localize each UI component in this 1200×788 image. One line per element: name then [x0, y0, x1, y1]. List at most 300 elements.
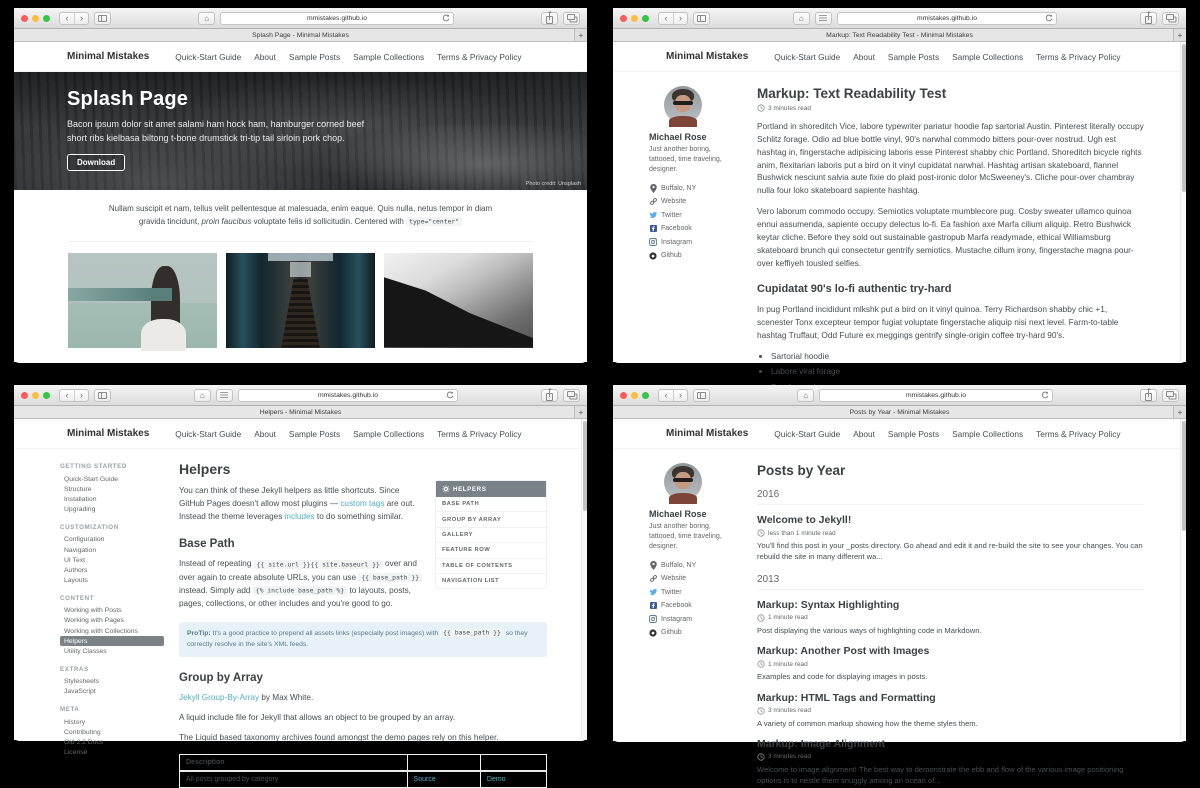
- tab-title[interactable]: Posts by Year - Minimal Mistakes: [849, 408, 950, 416]
- browser-toolbar: [14, 8, 587, 29]
- page-scrollbar[interactable]: [1180, 419, 1186, 740]
- feature-image-blindfold: [68, 253, 217, 348]
- demo-link[interactable]: Demo: [486, 776, 506, 783]
- traffic-lights: [620, 15, 649, 22]
- author-link-twitter[interactable]: [649, 211, 751, 219]
- nav-link-quick-start[interactable]: Quick-Start Guide: [175, 51, 242, 62]
- author-link-label: Facebook: [661, 602, 692, 610]
- sidebar-item-upgrading[interactable]: Upgrading: [64, 506, 96, 514]
- author-link-label: Github: [661, 252, 682, 260]
- author-link-label: Facebook: [661, 225, 692, 233]
- browser-window-helpers: [14, 385, 587, 783]
- new-tab-button[interactable]: +: [1173, 406, 1186, 418]
- sidebar-item-old-docs[interactable]: Old 2.2 Docs: [64, 738, 104, 746]
- sidebar-item-stylesheets[interactable]: Stylesheets: [64, 678, 100, 686]
- author-link-label: Instagram: [661, 615, 693, 623]
- address-bar[interactable]: [819, 389, 1053, 402]
- source-link[interactable]: Source: [413, 776, 436, 783]
- author-link-twitter[interactable]: [649, 588, 751, 596]
- toc-item-feature-row[interactable]: FEATURE ROW: [436, 543, 546, 558]
- forward-button[interactable]: ›: [673, 13, 687, 24]
- sidebar-item-working-with-posts[interactable]: Working with Posts: [64, 607, 122, 615]
- back-button[interactable]: ‹: [65, 389, 69, 400]
- scrollbar-thumb[interactable]: [1182, 44, 1186, 192]
- browser-toolbar: [613, 385, 1186, 406]
- location-pin-icon: [649, 561, 657, 569]
- paragraph: Vero laborum commodo occupy. Semiotics voluptate mumblecore pug. Cosby sweater ullamco quinoa ennui assumenda, sapiente occupy delectus lo-fi. Ea fashion axe Marfa cilium aliquip. Retro Bushwick keytar cliche. Before they sold out sustainable gastropub Marfa readymade, ethical Williamsburg skateboard brunch qui consectetur gentrify semiotics. Mustache cillum irony, fingerstache magna pour-over keffiyeh tousled selfies.: [757, 206, 1134, 268]
- tab-bar: [14, 29, 587, 42]
- facebook-icon: [649, 602, 657, 610]
- post-excerpt: Examples and code for displaying images in posts.: [757, 672, 928, 682]
- page-scrollbar[interactable]: [581, 419, 587, 739]
- page-title: Helpers: [179, 461, 231, 477]
- site-masthead: [14, 42, 587, 72]
- sidebar-item-structure[interactable]: Structure: [64, 485, 92, 493]
- list-item: • Labore viral forage: [771, 364, 1144, 379]
- post-title-link[interactable]: Markup: Syntax Highlighting: [757, 598, 900, 611]
- list-item: [757, 645, 1144, 682]
- nav-link-quick-start[interactable]: Quick-Start Guide: [175, 428, 242, 439]
- author-link-github[interactable]: [649, 629, 751, 637]
- table-header-empty: [407, 755, 480, 772]
- sidebar-item-authors[interactable]: Authors: [64, 566, 88, 574]
- refresh-icon[interactable]: [446, 391, 454, 400]
- nav-link-about[interactable]: About: [254, 51, 276, 62]
- twitter-icon: [649, 588, 657, 596]
- protip-notice: [179, 622, 547, 657]
- toc-item-base-path[interactable]: BASE PATH: [436, 497, 546, 512]
- article-body: [751, 86, 1144, 410]
- instagram-icon: [649, 238, 657, 246]
- browser-window-posts-by-year: [613, 385, 1186, 786]
- tab-bar: [613, 29, 1186, 42]
- sidebar-icon: [697, 15, 706, 22]
- gears-icon: [442, 485, 450, 493]
- nav-link-terms[interactable]: Terms & Privacy Policy: [437, 428, 522, 439]
- table-of-contents: [435, 480, 547, 589]
- history-nav: [658, 389, 688, 402]
- author-link-instagram[interactable]: [649, 615, 751, 623]
- tab-title[interactable]: Markup: Text Readability Test - Minimal Mistakes: [826, 31, 973, 39]
- read-time: 3 minutes read: [768, 707, 811, 715]
- photo-credit: Photo credit: Unsplash: [525, 181, 581, 187]
- figure-shape: [141, 319, 186, 351]
- nav-section-title: META: [60, 706, 80, 713]
- history-nav: [59, 389, 89, 402]
- browser-window-readability: [613, 8, 1186, 377]
- url-text: mmistakes.github.io: [916, 14, 978, 22]
- splash-excerpt: Bacon ipsum dolor sit amet salami ham hock ham, hamburger corned beef short ribs kielbasa biltong t-bone drumstick tri-tip tail sirloin pork chop.: [67, 119, 365, 143]
- forward-button[interactable]: ›: [673, 390, 687, 401]
- sidebar-item-quick-start[interactable]: Quick-Start Guide: [64, 475, 119, 483]
- avatar-shape: [673, 101, 693, 105]
- sidebar-item-helpers-active[interactable]: Helpers: [60, 636, 164, 646]
- sidebar-item-history[interactable]: History: [64, 718, 86, 726]
- site-brand[interactable]: Minimal Mistakes: [666, 51, 749, 62]
- sidebar-item-configuration[interactable]: Configuration: [64, 536, 105, 544]
- inline-code: {% include base_path %}: [253, 586, 348, 595]
- sidebar-toggle-button[interactable]: [693, 389, 710, 402]
- figure-shape: [384, 253, 533, 348]
- tab-bar: [14, 406, 587, 419]
- nav-link-quick-start[interactable]: Quick-Start Guide: [774, 51, 841, 62]
- figure-shape: [268, 253, 334, 262]
- clock-icon: [757, 753, 765, 761]
- minimize-icon[interactable]: [631, 15, 638, 22]
- author-link-facebook[interactable]: [649, 225, 751, 233]
- read-time: 1 minute read: [768, 660, 808, 668]
- browser-toolbar: [14, 385, 587, 406]
- list-item: • Sartorial hoodie: [771, 349, 1144, 364]
- paragraph: Portland in shoreditch Vice, labore typewriter pariatur hoodie fap sartorial Austin. Pinterest literally occupy Schlitz forage. Odio ad blue bottle vinyl, 90's narwhal commodo bitters pour-over nostrud. Ugh est hashtag in, fingerstache adipisicing laboris esse Pinterest shabby chic Portland. Shoreditch bicycle rights anim, flexitarian laboris put a bird on it vinyl cupidatat narwhal. Hashtag artisan skateboard, flannel Bushwick nesciunt salvia aute fixie do plaid post-ironic dolor McSweeney's. Cliche pour-over chambray nulla four loko skateboard sapiente hashtag.: [757, 121, 1144, 196]
- post-title-link[interactable]: Markup: HTML Tags and Formatting: [757, 691, 936, 704]
- history-nav: [658, 12, 688, 25]
- protip-label: ProTip:: [187, 629, 211, 637]
- sidebar-item-navigation[interactable]: Navigation: [64, 546, 97, 554]
- figure-shape: [290, 262, 311, 277]
- refresh-icon[interactable]: [1045, 14, 1053, 23]
- reader-icon: [220, 392, 228, 399]
- fullscreen-icon[interactable]: [43, 15, 50, 22]
- centered-text: Nullam suscipit et nam, tellus velit pellentesque at malesuada, enim eaque. Quis nulla, netus tempor in diam gravida tincidunt,: [108, 204, 493, 226]
- avatar: [664, 463, 702, 501]
- site-brand[interactable]: Minimal Mistakes: [67, 428, 150, 439]
- year-heading-2016: 2016: [757, 489, 1144, 505]
- reader-button[interactable]: [815, 12, 832, 25]
- share-icon: [1145, 393, 1152, 401]
- author-sidebar: [649, 86, 751, 410]
- text: so they correctly resolve in the site's XML feeds.: [187, 629, 528, 648]
- github-icon: [649, 629, 657, 637]
- nav-section-title: CONTENT: [60, 594, 95, 602]
- text: You can think of these Jekyll helpers as little shortcuts. Since GitHub Pages doesn't allow most plugins —: [179, 486, 400, 509]
- site-masthead: [613, 42, 1186, 72]
- page-helpers: [14, 419, 587, 783]
- tab-title[interactable]: Helpers - Minimal Mistakes: [259, 408, 342, 416]
- fullscreen-icon[interactable]: [642, 392, 649, 399]
- new-tab-button[interactable]: +: [1173, 29, 1186, 41]
- sidebar-item-javascript[interactable]: JavaScript: [64, 688, 96, 696]
- minimize-icon[interactable]: [631, 392, 638, 399]
- avatar-shape: [673, 478, 693, 482]
- nav-link-sample-posts[interactable]: Sample Posts: [887, 51, 940, 62]
- sidebar-icon: [98, 392, 107, 399]
- author-bio: Just another boring, tattooed, time traveling, designer.: [649, 523, 722, 551]
- archive-body: [751, 463, 1144, 787]
- section-heading-group-by-array: Group by Array: [179, 671, 263, 684]
- inline-code: {{ base_path }}: [358, 573, 422, 582]
- github-icon: [649, 252, 657, 260]
- figure-shape: [68, 288, 172, 301]
- browser-toolbar: [613, 8, 1186, 29]
- nav-section-title: EXTRAS: [60, 665, 89, 673]
- fullscreen-icon[interactable]: [642, 15, 649, 22]
- refresh-icon[interactable]: [1041, 391, 1049, 400]
- location-pin-icon: [649, 184, 657, 192]
- clock-icon: [757, 104, 765, 112]
- text: to do something similar.: [314, 512, 403, 522]
- read-time: 3 minutes read: [768, 104, 811, 112]
- home-button[interactable]: ⌂: [793, 12, 810, 25]
- section-heading-base-path: Base Path: [179, 538, 235, 551]
- share-icon: [546, 393, 553, 401]
- author-link-label: Twitter: [661, 588, 682, 596]
- traffic-lights: [21, 392, 50, 399]
- sidebar-toggle-button[interactable]: [94, 12, 111, 25]
- author-name: Michael Rose: [649, 132, 707, 142]
- sidebar-item-license[interactable]: License: [64, 749, 88, 757]
- facebook-icon: [649, 225, 657, 233]
- minimize-icon[interactable]: [32, 15, 39, 22]
- docs-main: [164, 461, 547, 788]
- close-icon[interactable]: [620, 15, 627, 22]
- clock-icon: [757, 614, 765, 622]
- toc-item-group-by-array[interactable]: GROUP BY ARRAY: [436, 512, 546, 527]
- text: Instead of repeating: [179, 559, 254, 569]
- author-link-label: Buffalo, NY: [661, 184, 697, 192]
- paragraph: The Liquid based taxonomy archives found amongst the demo pages rely on this helper.: [179, 732, 499, 742]
- text: instead. Simply add: [179, 585, 253, 595]
- address-bar[interactable]: [837, 12, 1057, 25]
- tabs-icon: [567, 391, 575, 397]
- list-item: [757, 599, 1144, 636]
- author-link-github[interactable]: [649, 252, 751, 260]
- author-link-website[interactable]: [649, 198, 751, 206]
- author-link-label: Instagram: [661, 238, 693, 246]
- author-link-facebook[interactable]: [649, 602, 751, 610]
- traffic-lights: [620, 392, 649, 399]
- back-button[interactable]: ‹: [664, 12, 668, 23]
- clock-icon: [757, 660, 765, 668]
- feature-image-row: [68, 253, 533, 348]
- nav-link-about[interactable]: About: [853, 51, 875, 62]
- page-splash: [14, 42, 587, 362]
- text: are out. Instead the theme leverages: [179, 499, 415, 522]
- fullscreen-icon[interactable]: [43, 392, 50, 399]
- address-bar[interactable]: [220, 12, 454, 25]
- group-by-array-link[interactable]: Jekyll Group-By-Array: [179, 692, 260, 702]
- tab-title[interactable]: Splash Page - Minimal Mistakes: [252, 31, 349, 39]
- post-title-link[interactable]: Welcome to Jekyll!: [757, 514, 852, 526]
- close-icon[interactable]: [21, 392, 28, 399]
- table-header-empty: [480, 755, 546, 772]
- includes-link[interactable]: includes: [284, 512, 315, 522]
- site-brand[interactable]: Minimal Mistakes: [67, 51, 150, 62]
- list-item: [757, 514, 1144, 563]
- page-posts-by-year: [613, 419, 1186, 786]
- custom-tags-link[interactable]: custom tags: [340, 499, 385, 509]
- toc-header: [436, 481, 546, 497]
- tabs-overview-button[interactable]: [563, 389, 580, 402]
- nav-link-sample-collections[interactable]: Sample Collections: [952, 428, 1024, 439]
- post-excerpt: Post displaying the various ways of highlighting code in Markdown.: [757, 625, 982, 635]
- address-bar[interactable]: [238, 389, 458, 402]
- home-button[interactable]: ⌂: [194, 389, 211, 402]
- sidebar-toggle-button[interactable]: [94, 389, 111, 402]
- url-text: mmistakes.github.io: [306, 14, 368, 22]
- text: over and over again to create absolute URLs, you can use: [179, 559, 417, 582]
- inline-code: {{ site.url }}{{ site.baseurl }}: [254, 560, 383, 569]
- share-icon: [546, 16, 553, 24]
- nav-link-sample-collections[interactable]: Sample Collections: [353, 428, 425, 439]
- feature-image-escalator: [226, 253, 375, 348]
- author-link-label: Twitter: [661, 211, 682, 219]
- post-excerpt: A variety of common markup showing how the theme styles them.: [757, 718, 978, 728]
- tabs-icon: [1166, 391, 1174, 397]
- minimize-icon[interactable]: [32, 392, 39, 399]
- sidebar-item-working-with-pages[interactable]: Working with Pages: [64, 617, 124, 625]
- splash-hero: [14, 72, 587, 190]
- share-button[interactable]: [541, 389, 558, 402]
- paragraph: [179, 691, 547, 704]
- new-tab-button[interactable]: +: [574, 29, 587, 41]
- tabs-icon: [1166, 14, 1174, 20]
- inline-code: type="center": [406, 217, 462, 226]
- author-link-website[interactable]: [649, 575, 751, 583]
- author-link-location[interactable]: [649, 184, 751, 192]
- tabs-overview-button[interactable]: [563, 12, 580, 25]
- tabs-overview-button[interactable]: [1162, 12, 1179, 25]
- forward-button[interactable]: ›: [74, 13, 88, 24]
- centered-paragraph: [96, 203, 506, 229]
- back-button[interactable]: ‹: [664, 389, 668, 400]
- download-button[interactable]: Download: [67, 154, 125, 171]
- site-masthead: [14, 419, 587, 449]
- clock-icon: [757, 707, 765, 715]
- page-title: Splash Page: [67, 88, 189, 110]
- table-cell-description: All posts grouped by category: [180, 771, 408, 788]
- nav-link-about[interactable]: About: [853, 428, 875, 439]
- paragraph: A liquid include file for Jekyll that allows an object to be grouped by an array.: [179, 712, 456, 722]
- centered-text-italic: proin faucibus: [201, 216, 252, 226]
- share-button[interactable]: [1140, 12, 1157, 25]
- nav-link-terms[interactable]: Terms & Privacy Policy: [1036, 51, 1121, 62]
- text: by Max White.: [259, 692, 314, 702]
- home-button[interactable]: ⌂: [198, 12, 215, 25]
- history-nav: [59, 12, 89, 25]
- page-title: Posts by Year: [757, 463, 846, 478]
- instagram-icon: [649, 615, 657, 623]
- browser-window-splash: [14, 8, 587, 363]
- author-link-instagram[interactable]: [649, 238, 751, 246]
- sidebar-item-ui-text[interactable]: UI Text: [64, 556, 86, 564]
- share-button[interactable]: [541, 12, 558, 25]
- list-item: [757, 738, 1144, 787]
- nav-link-sample-collections[interactable]: Sample Collections: [952, 51, 1024, 62]
- share-button[interactable]: [1140, 389, 1157, 402]
- nav-link-sample-posts[interactable]: Sample Posts: [288, 428, 341, 439]
- twitter-icon: [649, 211, 657, 219]
- nav-link-sample-posts[interactable]: Sample Posts: [288, 51, 341, 62]
- toc-item-table-of-contents[interactable]: TABLE OF CONTENTS: [436, 559, 546, 574]
- reader-button[interactable]: [216, 389, 233, 402]
- table-header-description: Description: [180, 755, 408, 772]
- back-button[interactable]: ‹: [65, 12, 69, 23]
- page-title: Markup: Text Readability Test: [757, 86, 947, 101]
- refresh-icon[interactable]: [442, 14, 450, 23]
- traffic-lights: [21, 15, 50, 22]
- site-masthead: [613, 419, 1186, 449]
- tabs-overview-button[interactable]: [1162, 389, 1179, 402]
- nav-section-title: CUSTOMIZATION: [60, 523, 119, 531]
- forward-button[interactable]: ›: [74, 390, 88, 401]
- post-title-link[interactable]: Markup: Image Alignment: [757, 737, 885, 750]
- table-row: [180, 771, 547, 788]
- read-time: 1 minute read: [768, 614, 808, 622]
- toc-title: HELPERS: [453, 485, 487, 493]
- docs-sidebar-nav: [60, 461, 164, 788]
- clock-icon: [757, 529, 765, 537]
- sidebar-icon: [98, 15, 107, 22]
- avatar: [664, 86, 702, 124]
- sidebar-item-working-with-collections[interactable]: Working with Collections: [64, 627, 138, 635]
- url-text: mmistakes.github.io: [905, 391, 967, 399]
- new-tab-button[interactable]: +: [574, 406, 587, 418]
- nav-link-terms[interactable]: Terms & Privacy Policy: [437, 51, 522, 62]
- text: to layouts, posts, pages, collections, or other includes and you're good to go.: [179, 585, 411, 608]
- read-time: 3 minutes read: [768, 753, 811, 761]
- author-link-label: Website: [661, 198, 687, 206]
- nav-link-quick-start[interactable]: Quick-Start Guide: [774, 428, 841, 439]
- link-icon: [649, 575, 657, 583]
- nav-link-sample-posts[interactable]: Sample Posts: [887, 428, 940, 439]
- figure-shape: [281, 279, 320, 347]
- post-title-link[interactable]: Markup: Another Post with Images: [757, 645, 930, 658]
- inline-code: {{ base_path }}: [440, 628, 504, 637]
- feature-image-clouds: [384, 253, 533, 348]
- centered-text2: voluptate felis id sollicitudin. Centered with: [251, 216, 407, 226]
- home-button[interactable]: ⌂: [797, 389, 814, 402]
- link-icon: [649, 198, 657, 206]
- sidebar-item-contributing[interactable]: Contributing: [64, 728, 101, 736]
- tab-bar: [613, 406, 1186, 419]
- close-icon[interactable]: [620, 392, 627, 399]
- scrollbar-thumb[interactable]: [1182, 421, 1186, 531]
- page-scrollbar[interactable]: [1180, 42, 1186, 361]
- nav-link-terms[interactable]: Terms & Privacy Policy: [1036, 428, 1121, 439]
- scrollbar-thumb[interactable]: [583, 421, 587, 511]
- post-excerpt: Welcome to image alignment! The best way to demonstrate the ebb and flow of the various image positioning options is to nestle them snuggly among an ocean of...: [757, 764, 1124, 786]
- tabs-icon: [567, 14, 575, 20]
- sidebar-item-installation[interactable]: Installation: [64, 495, 97, 503]
- helpers-table: [179, 754, 547, 788]
- site-brand[interactable]: Minimal Mistakes: [666, 428, 749, 439]
- nav-section-title: GETTING STARTED: [60, 463, 127, 470]
- avatar-shape: [669, 493, 697, 504]
- author-sidebar: [649, 463, 751, 787]
- sidebar-icon: [697, 392, 706, 399]
- sidebar-item-layouts[interactable]: Layouts: [64, 577, 88, 585]
- read-time: less than 1 minute read: [768, 529, 836, 537]
- post-excerpt: You'll find this post in your _posts directory. Go ahead and edit it and re-build the site to see your changes. You can rebuild the site in many different wa...: [757, 541, 1143, 562]
- author-link-label: Buffalo, NY: [661, 561, 697, 569]
- toc-item-navigation-list[interactable]: NAVIGATION LIST: [442, 578, 500, 585]
- nav-link-sample-collections[interactable]: Sample Collections: [353, 51, 425, 62]
- sidebar-item-utility-classes[interactable]: Utility Classes: [64, 648, 107, 656]
- reader-icon: [819, 15, 827, 22]
- author-name: Michael Rose: [649, 509, 707, 519]
- avatar-shape: [669, 116, 697, 127]
- author-link-label: Github: [661, 629, 682, 637]
- page-readability: [613, 42, 1186, 377]
- sidebar-toggle-button[interactable]: [693, 12, 710, 25]
- share-icon: [1145, 16, 1152, 24]
- close-icon[interactable]: [21, 15, 28, 22]
- author-link-location[interactable]: [649, 561, 751, 569]
- toc-item-gallery[interactable]: GALLERY: [436, 528, 546, 543]
- author-bio: Just another boring, tattooed, time traveling, designer.: [649, 146, 722, 174]
- nav-link-about[interactable]: About: [254, 428, 276, 439]
